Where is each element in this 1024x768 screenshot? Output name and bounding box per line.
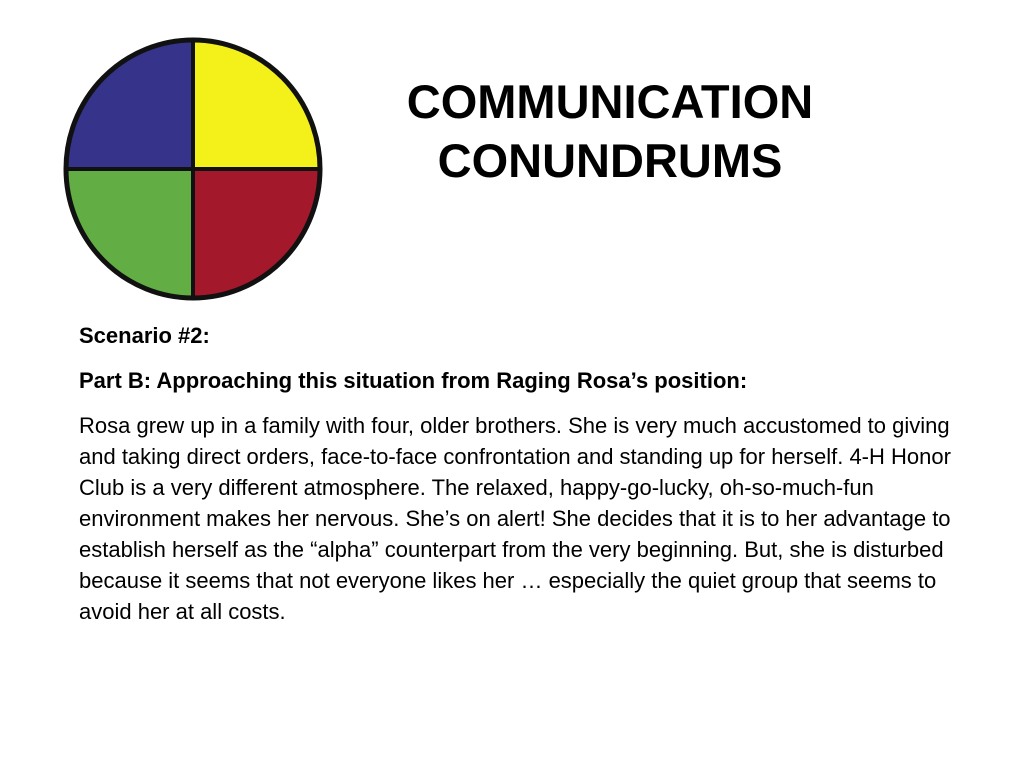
scenario-paragraph: Rosa grew up in a family with four, older brothers. She is very much accustomed to giving and taking direct orders, face-to-face confrontation and standing up for herself. 4-H Honor Club is a very different atmosphere. The relaxed, happy-go-lucky, oh-so-much-fun environment makes her nervous. She’s on alert! She decides that it is to her advantage to establish herself as the “alpha” counterpart from the very beginning. But, she is disturbed because it seems that not everyone likes her … especially the quiet group that seems to avoid her at all costs. (79, 413, 951, 624)
slide-body (79, 320, 989, 627)
slide-title (345, 72, 875, 190)
scenario-heading: Scenario #2: (79, 323, 210, 348)
title-line-2: CONUNDRUMS (437, 134, 783, 187)
part-heading: Part B: Approaching this situation from Raging Rosa’s position: (79, 368, 748, 393)
title-line-1: COMMUNICATION (406, 75, 814, 128)
four-color-circle-icon (62, 36, 324, 302)
